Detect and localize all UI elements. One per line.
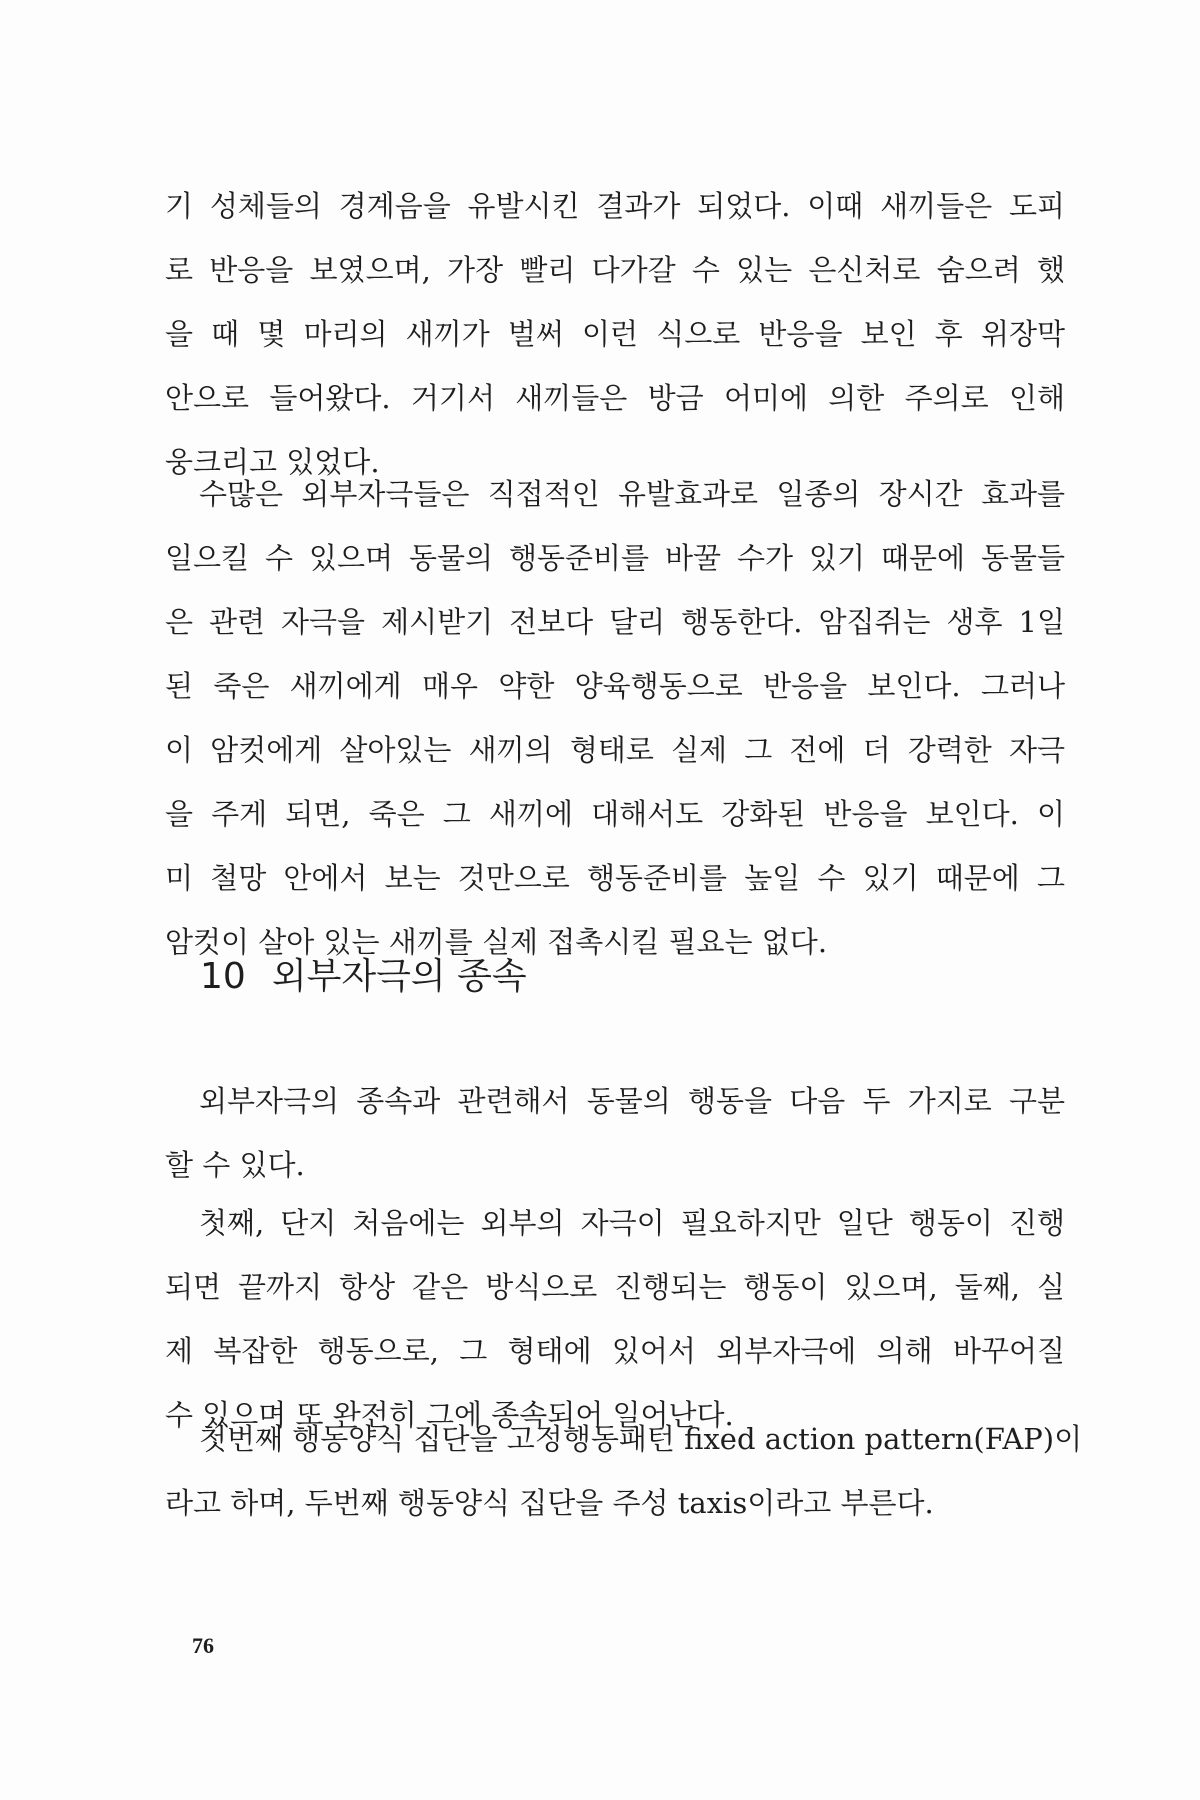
text-line: 이 암컷에게 살아있는 새끼의 형태로 실제 그 전에 더 강력한 자극 xyxy=(165,733,1065,767)
text-line: 암컷이 살아 있는 새끼를 실제 접촉시킬 필요는 없다. xyxy=(165,925,828,959)
text-line: 외부자극의 종속과 관련해서 동물의 행동을 다음 두 가지로 구분 xyxy=(199,1084,1065,1118)
text-line: 되면 끝까지 항상 같은 방식으로 진행되는 행동이 있으며, 둘째, 실 xyxy=(165,1270,1065,1304)
text-line: 웅크리고 있었다. xyxy=(165,445,380,479)
text-line: 수 있으며 또 완전히 그에 종속되어 일어난다. xyxy=(165,1398,734,1432)
text-line: 된 죽은 새끼에게 매우 약한 양육행동으로 반응을 보인다. 그러나 xyxy=(165,669,1065,703)
text-line: 라고 하며, 두번째 행동양식 집단을 주성 taxis이라고 부른다. xyxy=(165,1486,934,1520)
text-line: 수많은 외부자극들은 직접적인 유발효과로 일종의 장시간 효과를 xyxy=(199,477,1065,511)
text-line: 을 주게 되면, 죽은 그 새끼에 대해서도 강화된 반응을 보인다. 이 xyxy=(165,797,1065,831)
text-line: 을 때 몇 마리의 새끼가 벌써 이런 식으로 반응을 보인 후 위장막 xyxy=(165,317,1065,351)
text-line: 기 성체들의 경계음을 유발시킨 결과가 되었다. 이때 새끼들은 도피 xyxy=(165,189,1065,223)
text-line: 첫번째 행동양식 집단을 고정행동패턴 fixed action pattern(FAP)이 xyxy=(199,1422,1083,1456)
text-line: 제 복잡한 행동으로, 그 형태에 있어서 외부자극에 의해 바꾸어질 xyxy=(165,1334,1065,1368)
paragraph-3 xyxy=(165,1069,1065,1197)
section-heading xyxy=(200,948,527,999)
paragraph-2 xyxy=(165,462,1065,974)
section-number: 10 xyxy=(200,956,246,997)
paragraph-5 xyxy=(165,1407,1083,1535)
text-line: 일으킬 수 있으며 동물의 행동준비를 바꿀 수가 있기 때문에 동물들 xyxy=(165,541,1065,575)
text-line: 첫째, 단지 처음에는 외부의 자극이 필요하지만 일단 행동이 진행 xyxy=(199,1206,1065,1240)
page-number: 76 xyxy=(192,1633,214,1658)
text-line: 은 관련 자극을 제시받기 전보다 달리 행동한다. 암집쥐는 생후 1일 xyxy=(165,605,1065,639)
section-title: 외부자극의 종속 xyxy=(271,956,527,997)
text-line: 로 반응을 보였으며, 가장 빨리 다가갈 수 있는 은신처로 숨으려 했 xyxy=(165,253,1065,287)
paragraph-1 xyxy=(165,174,1065,494)
text-line: 할 수 있다. xyxy=(165,1148,305,1182)
text-line: 미 철망 안에서 보는 것만으로 행동준비를 높일 수 있기 때문에 그 xyxy=(165,861,1065,895)
text-line: 안으로 들어왔다. 거기서 새끼들은 방금 어미에 의한 주의로 인해 xyxy=(165,381,1065,415)
